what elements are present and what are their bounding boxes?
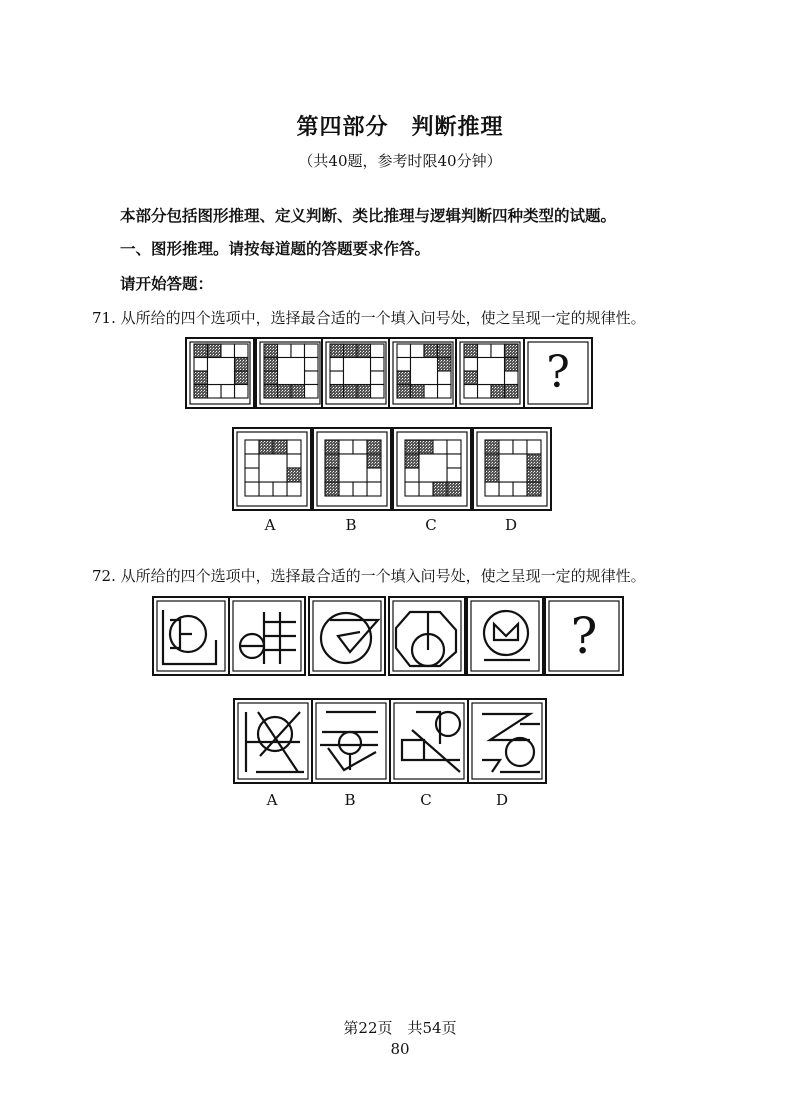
q71-figure-1 (186, 338, 254, 408)
section-instruction: 一、图形推理。请按每道题的答题要求作答。 (120, 240, 431, 258)
question-71-stem: 从所给的四个选项中，选择最合适的一个填入问号处，使之呈现一定的规律性。 (120, 309, 646, 327)
q72-figure-4 (389, 597, 465, 675)
q72-option-c-label[interactable]: C (420, 791, 432, 809)
page-of-label: 第22页 共54页 (343, 1019, 457, 1037)
q72-option-a-label[interactable]: A (266, 791, 278, 809)
q72-figure-5 (467, 597, 543, 675)
q71-option-b (313, 428, 391, 510)
q71-option-d-label[interactable]: D (504, 516, 518, 534)
q72-figure-3 (309, 597, 385, 675)
q72-option-a (234, 699, 312, 783)
section-subtitle: （共40题，参考时限40分钟） (298, 152, 502, 170)
q71-option-d (473, 428, 551, 510)
start-prompt: 请开始答题： (120, 275, 214, 293)
section-title: 第四部分 判断推理 (296, 115, 504, 140)
q72-figure-1 (153, 597, 229, 675)
q71-option-a-label[interactable]: A (264, 516, 276, 534)
q71-options-row (233, 428, 551, 510)
question-71-number: 71. (92, 309, 116, 327)
q71-question-mark: ? (546, 347, 570, 398)
question-72-stem: 从所给的四个选项中，选择最合适的一个填入问号处，使之呈现一定的规律性。 (120, 567, 646, 585)
q71-option-c-label[interactable]: C (425, 516, 437, 534)
q71-figure-2 (256, 338, 324, 408)
page-number: 80 (390, 1040, 410, 1058)
q71-option-a (233, 428, 311, 510)
question-72-number: 72. (92, 567, 116, 585)
q71-figure-4 (389, 338, 457, 408)
q72-option-d-label[interactable]: D (495, 791, 509, 809)
q72-option-d (468, 699, 546, 783)
q71-option-b-label[interactable]: B (345, 516, 357, 534)
question-72 (92, 565, 646, 586)
q71-option-c (393, 428, 471, 510)
q71-figure-3 (322, 338, 390, 408)
q72-option-b (312, 699, 390, 783)
q72-option-b-label[interactable]: B (344, 791, 356, 809)
q72-options-row (234, 699, 546, 783)
q72-option-c (390, 699, 468, 783)
q71-figure-5 (456, 338, 524, 408)
section-description: 本部分包括图形推理、定义判断、类比推理与逻辑判断四种类型的试题。 (120, 207, 617, 225)
q72-figure-2 (229, 597, 305, 675)
q72-question-mark: ? (570, 607, 598, 665)
